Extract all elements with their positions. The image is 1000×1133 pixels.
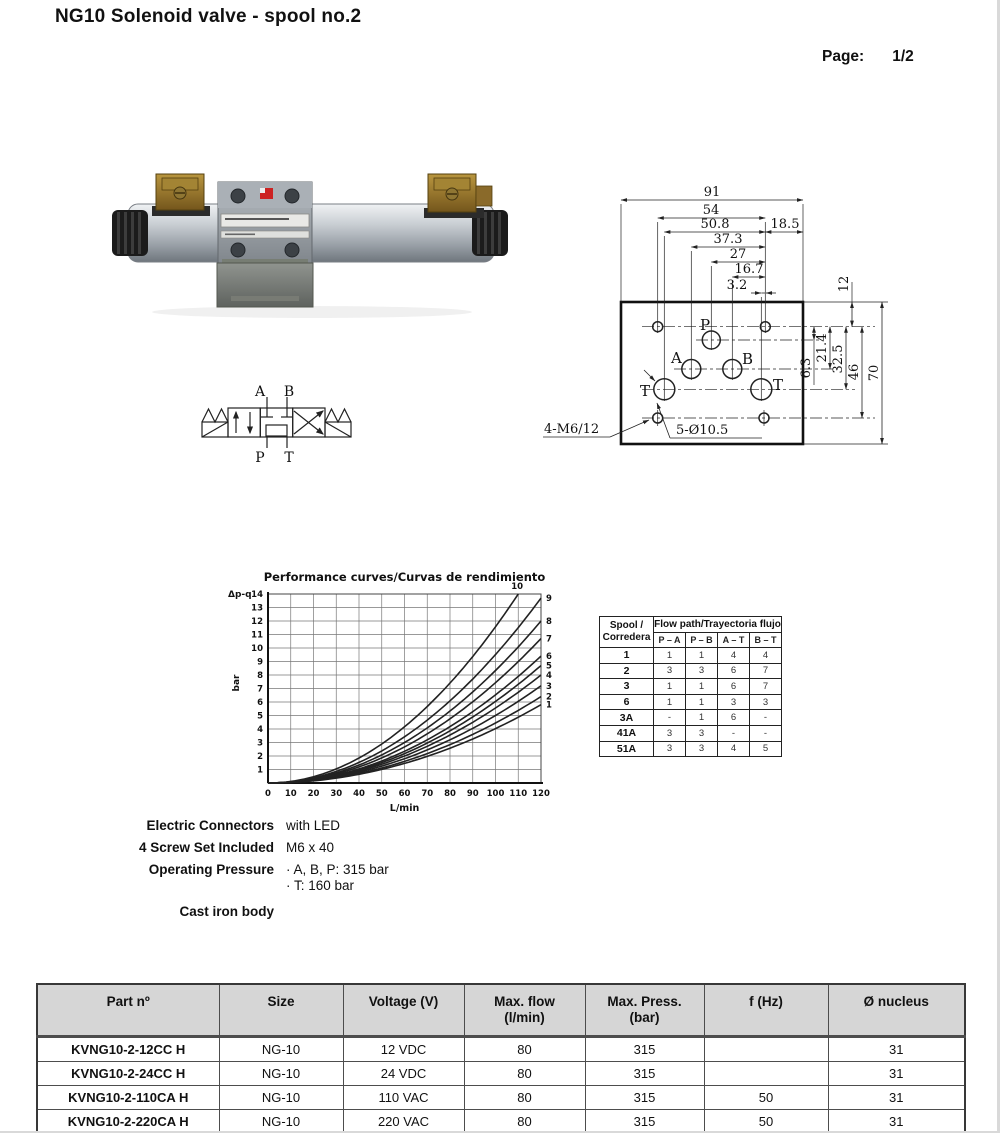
parts-col-header xyxy=(343,984,464,1037)
spool-number: 41A xyxy=(600,725,654,741)
y-tick-label: 6 xyxy=(257,698,263,708)
parts-cell-part: KVNG10-2-220CA H xyxy=(37,1110,219,1133)
y-tick-label: 13 xyxy=(251,603,263,614)
curve-label-7: 7 xyxy=(546,634,552,645)
flowpath-value: 6 xyxy=(718,663,750,679)
flowpath-value: 3 xyxy=(686,741,718,757)
x-tick-label: 90 xyxy=(466,789,479,799)
y-axis-label: bar xyxy=(232,674,242,692)
parts-cell-part: KVNG10-2-24CC H xyxy=(37,1062,219,1086)
dim-12: 12 xyxy=(837,275,852,293)
curve-label-2: 2 xyxy=(546,692,552,703)
page-title: NG10 Solenoid valve - spool no.2 xyxy=(55,6,362,27)
y-tick-label: 8 xyxy=(257,671,263,681)
x-tick-label: 70 xyxy=(421,789,434,799)
curve-label-8: 8 xyxy=(546,617,552,627)
x-tick-label: 0 xyxy=(265,789,271,799)
x-axis-label: L/min xyxy=(389,803,420,814)
parts-cell-f_hz xyxy=(704,1037,828,1062)
y-tick-label: 14 xyxy=(251,590,263,600)
spec-value xyxy=(286,862,389,894)
spool-row xyxy=(600,648,782,664)
parts-table xyxy=(36,983,966,1133)
x-tick-label: 40 xyxy=(353,789,365,799)
port-b-label: B xyxy=(742,350,754,368)
spool-row xyxy=(600,710,782,726)
x-tick-label: 10 xyxy=(284,789,297,799)
parts-row xyxy=(37,1086,965,1110)
x-tick-label: 20 xyxy=(307,789,320,799)
flowpath-value: 3 xyxy=(686,725,718,741)
parts-col-header xyxy=(464,984,585,1037)
flowpath-group-header: Flow path/Trayectoria flujo xyxy=(654,617,782,633)
flowpath-value: 3 xyxy=(718,694,750,710)
x-tick-label: 50 xyxy=(375,789,388,799)
hydraulic-symbol xyxy=(190,383,400,473)
port-t-left-label: T xyxy=(640,382,651,400)
dim-50-8: 50.8 xyxy=(700,217,730,232)
spool-number: 1 xyxy=(600,648,654,664)
flowpath-value: 6 xyxy=(718,679,750,695)
spool-corner-header xyxy=(600,617,654,648)
y-tick-label: 4 xyxy=(257,725,263,735)
performance-chart xyxy=(225,568,575,823)
x-tick-label: 120 xyxy=(532,789,550,799)
spool-corner-line1: Spool / xyxy=(609,619,644,631)
spec-value-line: · T: 160 bar xyxy=(286,878,355,893)
parts-col-header-line: Ø nucleus xyxy=(863,994,929,1009)
spool-row xyxy=(600,741,782,757)
x-tick-label: 30 xyxy=(330,789,343,799)
parts-cell-part: KVNG10-2-12CC H xyxy=(37,1037,219,1062)
parts-col-header-line: (l/min) xyxy=(504,1010,545,1025)
dim-16-7: 16.7 xyxy=(734,262,764,277)
dim-21-4: 21.4 xyxy=(815,333,830,363)
spool-row xyxy=(600,694,782,710)
x-tick-label: 110 xyxy=(509,789,528,799)
parts-col-header xyxy=(219,984,343,1037)
flowpath-value: 7 xyxy=(750,679,782,695)
parts-cell-nucleus: 31 xyxy=(828,1062,965,1086)
product-photo xyxy=(100,160,520,335)
position-box-centre xyxy=(260,408,292,437)
y-tick-label: 10 xyxy=(251,644,263,654)
flowpath-value: 3 xyxy=(654,725,686,741)
spool-number: 3A xyxy=(600,710,654,726)
spec-operating-pressure xyxy=(80,862,500,894)
screw-holes-note: 4-M6/12 xyxy=(544,422,600,437)
parts-cell-size: NG-10 xyxy=(219,1062,343,1086)
valve-subplate xyxy=(217,263,313,307)
parts-row xyxy=(37,1037,965,1062)
flowpath-value: 1 xyxy=(686,710,718,726)
dim-46: 46 xyxy=(847,363,862,381)
spec-label: Operating Pressure xyxy=(148,862,274,877)
parts-cell-max_press: 315 xyxy=(585,1086,704,1110)
parts-cell-size: NG-10 xyxy=(219,1037,343,1062)
spec-label: Electric Connectors xyxy=(146,818,274,833)
y-tick-label: 11 xyxy=(251,630,263,641)
page-value: 1/2 xyxy=(892,48,914,65)
parts-col-header xyxy=(828,984,965,1037)
parts-cell-nucleus: 31 xyxy=(828,1037,965,1062)
plate-holes xyxy=(653,322,772,423)
dim-3-2: 3.2 xyxy=(726,278,748,293)
curve-label-6: 6 xyxy=(546,652,552,663)
flowpath-col-header: P – B xyxy=(686,633,718,648)
solenoid-right xyxy=(325,409,351,437)
flowpath-value: 1 xyxy=(654,648,686,664)
spec-label: Cast iron body xyxy=(179,904,274,919)
flowpath-value: - xyxy=(750,710,782,726)
right-connector xyxy=(424,174,492,218)
parts-cell-max_press: 315 xyxy=(585,1110,704,1133)
spool-row xyxy=(600,663,782,679)
chart-title: Performance curves/Curvas de rendimiento xyxy=(263,570,546,584)
y-tick-label: 7 xyxy=(257,684,263,695)
y-tick-label: 9 xyxy=(257,657,263,668)
curve-label-10: 10 xyxy=(511,582,524,592)
parts-cell-max_flow: 80 xyxy=(464,1062,585,1086)
parts-col-header-line: f (Hz) xyxy=(749,994,783,1009)
spool-number: 2 xyxy=(600,663,654,679)
port-p-label: P xyxy=(700,316,711,334)
dim-37-3: 37.3 xyxy=(713,232,743,247)
parts-cell-f_hz: 50 xyxy=(704,1110,828,1133)
parts-cell-size: NG-10 xyxy=(219,1110,343,1133)
flowpath-value: - xyxy=(718,725,750,741)
curve-label-3: 3 xyxy=(546,681,552,692)
dim-91: 91 xyxy=(703,185,721,200)
parts-cell-voltage: 24 VDC xyxy=(343,1062,464,1086)
port-holes-note: 5-Ø10.5 xyxy=(676,423,729,438)
parts-cell-max_flow: 80 xyxy=(464,1110,585,1133)
parts-cell-f_hz xyxy=(704,1062,828,1086)
flowpath-value: 1 xyxy=(654,679,686,695)
spool-number: 51A xyxy=(600,741,654,757)
spec-list xyxy=(80,818,500,926)
x-tick-label: 100 xyxy=(486,789,505,799)
spool-row xyxy=(600,725,782,741)
port-t-right-label: T xyxy=(773,376,784,394)
spec-screw-set xyxy=(80,840,500,856)
spec-cast-iron-body xyxy=(80,904,500,920)
y-tick-label: 3 xyxy=(257,738,263,749)
parts-cell-max_flow: 80 xyxy=(464,1086,585,1110)
dimension-texts xyxy=(701,185,882,381)
valve-center-block xyxy=(218,182,312,266)
spec-label: 4 Screw Set Included xyxy=(138,840,274,855)
parts-row xyxy=(37,1110,965,1133)
flowpath-value: - xyxy=(654,710,686,726)
flowpath-col-header: A – T xyxy=(718,633,750,648)
parts-col-header-line: Size xyxy=(267,994,295,1009)
spec-electric-connectors xyxy=(80,818,500,834)
dim-27: 27 xyxy=(729,247,747,262)
parts-col-header xyxy=(704,984,828,1037)
flowpath-value: 1 xyxy=(686,648,718,664)
symbol-port-p: P xyxy=(255,450,265,466)
dim-70: 70 xyxy=(867,364,882,382)
curve-label-9: 9 xyxy=(546,594,552,605)
y-axis-top-label: Δp-q xyxy=(228,590,252,600)
flowpath-value: 3 xyxy=(654,663,686,679)
dimension-drawing xyxy=(530,170,1000,462)
parts-cell-voltage: 12 VDC xyxy=(343,1037,464,1062)
dim-54: 54 xyxy=(702,203,720,218)
parts-cell-voltage: 220 VAC xyxy=(343,1110,464,1133)
spool-row xyxy=(600,679,782,695)
spool-corner-line2: Corredera xyxy=(602,632,651,643)
parts-cell-part: KVNG10-2-110CA H xyxy=(37,1086,219,1110)
parts-cell-size: NG-10 xyxy=(219,1086,343,1110)
parts-cell-f_hz: 50 xyxy=(704,1086,828,1110)
dim-6-3: 6.3 xyxy=(799,357,814,379)
dim-18-5: 18.5 xyxy=(770,217,800,232)
symbol-port-b: B xyxy=(283,384,295,400)
parts-col-header-line: Voltage (V) xyxy=(368,994,439,1009)
parts-cell-nucleus: 31 xyxy=(828,1086,965,1110)
flowpath-value: 4 xyxy=(718,741,750,757)
y-tick-label: 12 xyxy=(251,617,263,627)
y-tick-label: 2 xyxy=(257,752,263,762)
parts-col-header-line: Max. Press. xyxy=(607,994,682,1009)
parts-cell-max_press: 315 xyxy=(585,1062,704,1086)
flowpath-value: - xyxy=(750,725,782,741)
flowpath-value: 7 xyxy=(750,663,782,679)
parts-cell-voltage: 110 VAC xyxy=(343,1086,464,1110)
parts-col-header xyxy=(585,984,704,1037)
spool-flowpath-table xyxy=(599,616,782,757)
flowpath-col-header: P – A xyxy=(654,633,686,648)
x-tick-label: 60 xyxy=(398,789,411,799)
valve-left-cap xyxy=(112,210,148,256)
flowpath-value: 4 xyxy=(750,648,782,664)
symbol-port-t: T xyxy=(284,450,294,466)
parts-cell-max_press: 315 xyxy=(585,1037,704,1062)
flowpath-value: 1 xyxy=(686,679,718,695)
position-box-left xyxy=(228,408,260,437)
curve-label-4: 4 xyxy=(546,671,552,681)
curve-label-5: 5 xyxy=(546,661,552,672)
y-tick-label: 5 xyxy=(257,711,263,722)
spec-value: with LED xyxy=(286,818,341,833)
x-tick-label: 80 xyxy=(444,789,456,799)
flowpath-value: 1 xyxy=(686,694,718,710)
symbol-port-a: A xyxy=(254,384,266,400)
parts-col-header-line: (bar) xyxy=(629,1010,660,1025)
flowpath-col-header: B – T xyxy=(750,633,782,648)
port-a-label: A xyxy=(671,349,682,367)
flowpath-value: 3 xyxy=(750,694,782,710)
left-connector xyxy=(152,174,210,216)
parts-col-header xyxy=(37,984,219,1037)
photo-shadow xyxy=(152,306,472,318)
spool-number: 3 xyxy=(600,679,654,695)
solenoid-left xyxy=(202,409,228,437)
parts-cell-nucleus: 31 xyxy=(828,1110,965,1133)
spec-value: M6 x 40 xyxy=(286,840,335,855)
flowpath-value: 4 xyxy=(718,648,750,664)
parts-col-header-line: Part nº xyxy=(106,994,150,1009)
y-tick-label: 1 xyxy=(257,765,263,776)
flowpath-value: 3 xyxy=(686,663,718,679)
page-label: Page: xyxy=(822,48,865,65)
page-number xyxy=(822,48,914,66)
spool-number: 6 xyxy=(600,694,654,710)
parts-cell-max_flow: 80 xyxy=(464,1037,585,1062)
flowpath-value: 1 xyxy=(654,694,686,710)
curve-label-1: 1 xyxy=(546,700,552,711)
spec-value-line: · A, B, P: 315 bar xyxy=(286,862,389,877)
parts-row xyxy=(37,1062,965,1086)
parts-col-header-line: Max. flow xyxy=(494,994,555,1009)
dim-32-5: 32.5 xyxy=(831,344,846,374)
flowpath-value: 6 xyxy=(718,710,750,726)
flowpath-value: 5 xyxy=(750,741,782,757)
flowpath-value: 3 xyxy=(654,741,686,757)
